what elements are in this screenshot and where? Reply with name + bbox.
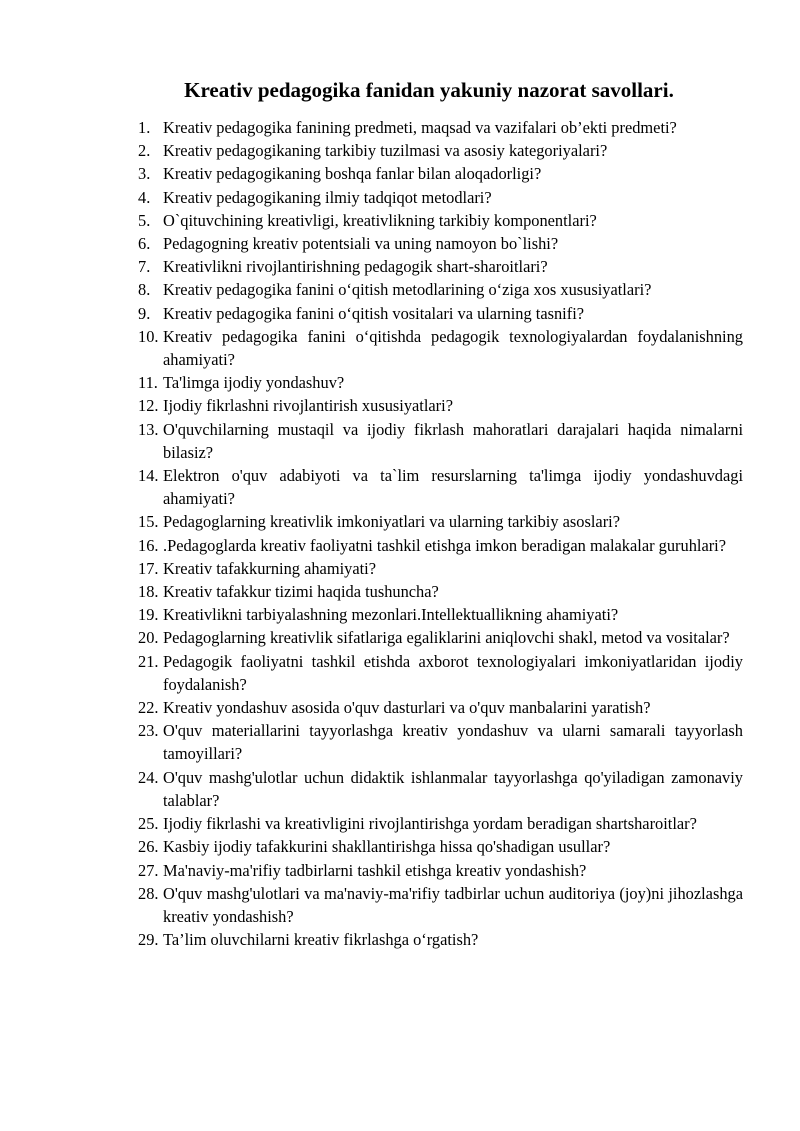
question-text: Kreativlikni tarbiyalashning mezonlari.Intellektuallikning ahamiyati? [163, 605, 619, 625]
question-number: 8. [138, 280, 151, 300]
question-number: 25. [138, 814, 159, 834]
question-item [138, 603, 743, 626]
question-number: 17. [138, 558, 159, 578]
question-number: 23. [138, 721, 159, 741]
question-text: Kreativ pedagogikaning ilmiy tadqiqot metodlari? [163, 187, 492, 207]
question-number: 9. [138, 303, 151, 323]
question-text: Kreativ tafakkurning ahamiyati? [163, 558, 376, 578]
question-text: Ijodiy fikrlashi va kreativligini rivojlantirishga yordam beradigan shartsharoitlar? [163, 814, 697, 834]
question-text: O'quv materiallarini tayyorlashga kreativ yondashuv va ularni samarali tayyorlash tamoyillari? [163, 721, 743, 764]
question-item [138, 162, 743, 185]
question-number: 2. [138, 141, 151, 161]
question-text: Ta’lim oluvchilarni kreativ fikrlashga o‘rgatish? [163, 930, 479, 950]
question-text: Ma'naviy-ma'rifiy tadbirlarni tashkil etishga kreativ yondashish? [163, 860, 587, 880]
question-item [138, 278, 743, 301]
question-number: 19. [138, 605, 159, 625]
question-item [138, 116, 743, 139]
question-item [138, 232, 743, 255]
question-item [138, 696, 743, 719]
question-text: Pedagoglarning kreativlik sifatlariga egaliklarini aniqlovchi shakl, metod va vositalar? [163, 628, 730, 648]
question-text: Kreativ tafakkur tizimi haqida tushuncha? [163, 582, 439, 602]
question-text: .Pedagoglarda kreativ faoliyatni tashkil etishga imkon beradigan malakalar guruhlari? [163, 535, 727, 555]
question-item [138, 534, 743, 557]
question-item [138, 719, 743, 765]
question-number: 24. [138, 767, 159, 787]
document-title: Kreativ pedagogika fanidan yakuniy nazorat savollari. [184, 78, 674, 102]
question-item [138, 371, 743, 394]
question-text: O'quv mashg'ulotlar uchun didaktik ishlanmalar tayyorlashga qo'yiladigan zamonaviy talablar? [163, 767, 743, 810]
question-number: 14. [138, 466, 159, 486]
question-item [138, 139, 743, 162]
question-item [138, 580, 743, 603]
question-number: 21. [138, 651, 159, 671]
question-text: O'quv mashg'ulotlari va ma'naviy-ma'rifiy tadbirlar uchun auditoriya (joy)ni jihozlashga kreativ yondashish? [163, 883, 743, 926]
question-item [138, 928, 743, 951]
question-number: 16. [138, 535, 159, 555]
question-text: Ta'limga ijodiy yondashuv? [163, 373, 345, 393]
question-text: Kreativ pedagogikaning boshqa fanlar bilan aloqadorligi? [163, 164, 542, 184]
question-number: 27. [138, 860, 159, 880]
question-number: 7. [138, 257, 151, 277]
question-text: Ijodiy fikrlashni rivojlantirish xususiyatlari? [163, 396, 453, 416]
question-item [138, 394, 743, 417]
question-number: 6. [138, 234, 151, 254]
question-number: 22. [138, 698, 159, 718]
question-list [138, 116, 743, 951]
question-text: Kreativ pedagogika fanining predmeti, maqsad va vazifalari ob’ekti predmeti? [163, 118, 677, 137]
question-text: Kreativ pedagogika fanini o‘qitishda pedagogik texnologiyalardan foydalanishning ahamiyati? [163, 326, 743, 370]
question-number: 18. [138, 582, 159, 602]
question-number: 12. [138, 396, 159, 416]
question-number: 29. [138, 930, 159, 950]
question-text: Pedagogning kreativ potentsiali va uning namoyon bo`lishi? [163, 234, 559, 254]
question-item [138, 418, 743, 464]
question-text: Kreativlikni rivojlantirishning pedagogik shart-sharoitlari? [163, 257, 548, 277]
question-number: 1. [138, 118, 151, 137]
question-text: Elektron o'quv adabiyoti va ta`lim resurslarning ta'limga ijodiy yondashuvdagi ahamiyati? [163, 466, 743, 509]
question-item [138, 325, 743, 371]
question-item [138, 859, 743, 882]
question-number: 28. [138, 883, 159, 903]
question-item [138, 302, 743, 325]
question-number: 15. [138, 512, 159, 532]
question-item [138, 209, 743, 232]
question-item [138, 255, 743, 278]
question-number: 3. [138, 164, 151, 184]
question-item [138, 650, 743, 696]
question-text: Kreativ yondashuv asosida o'quv dasturlari va o'quv manbalarini yaratish? [163, 698, 651, 718]
question-text: Kasbiy ijodiy tafakkurini shakllantirishga hissa qo'shadigan usullar? [163, 837, 611, 857]
question-item [138, 766, 743, 812]
question-item [138, 186, 743, 209]
question-text: O'quvchilarning mustaqil va ijodiy fikrlash mahoratlari darajalari haqida nimalarni bilasiz? [163, 419, 743, 462]
question-text: Kreativ pedagogika fanini o‘qitish metodlarining o‘ziga xos xususiyatlari? [163, 280, 652, 300]
question-number: 20. [138, 628, 159, 648]
question-item [138, 626, 743, 649]
question-item [138, 557, 743, 580]
question-item [138, 812, 743, 835]
question-item [138, 510, 743, 533]
question-number: 26. [138, 837, 159, 857]
question-number: 13. [138, 419, 159, 439]
question-text: O`qituvchining kreativligi, kreativlikning tarkibiy komponentlari? [163, 210, 597, 230]
question-text: Pedagoglarning kreativlik imkoniyatlari va ularning tarkibiy asoslari? [163, 512, 620, 532]
question-text: Pedagogik faoliyatni tashkil etishda axborot texnologiyalari imkoniyatlaridan ijodiy foydalanish? [163, 651, 743, 694]
question-text: Kreativ pedagogikaning tarkibiy tuzilmasi va asosiy kategoriyalari? [163, 141, 608, 161]
question-text: Kreativ pedagogika fanini o‘qitish vositalari va ularning tasnifi? [163, 303, 585, 323]
question-item [138, 835, 743, 858]
question-item [138, 882, 743, 928]
question-number: 5. [138, 210, 151, 230]
question-number: 11. [138, 373, 158, 393]
question-item [138, 464, 743, 510]
question-number: 10. [138, 326, 159, 346]
question-number: 4. [138, 187, 151, 207]
